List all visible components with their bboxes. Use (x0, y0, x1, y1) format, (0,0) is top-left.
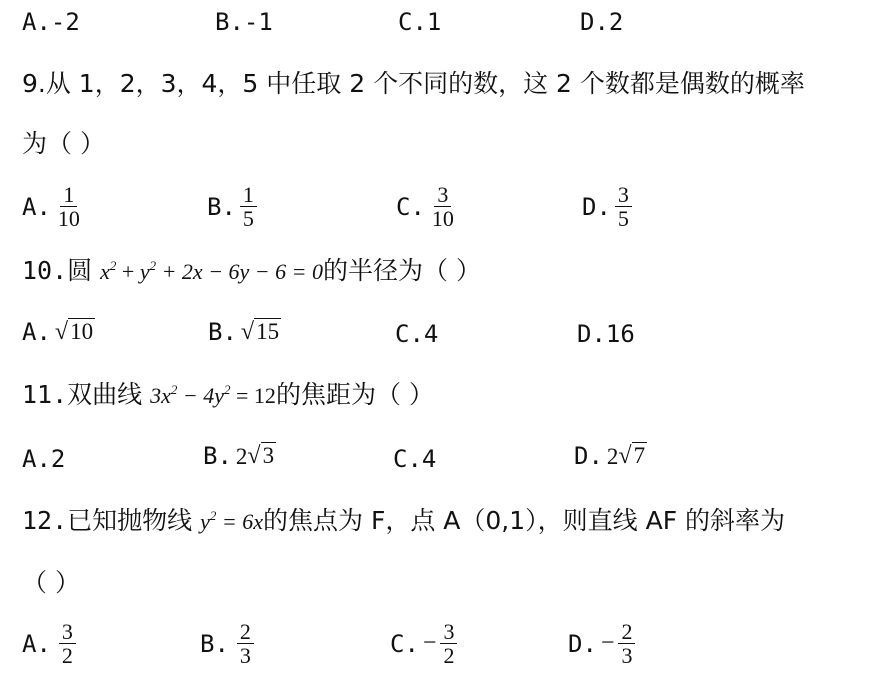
radical-sign: √ (247, 442, 261, 469)
coefficient: 2 (606, 443, 619, 469)
q11-option-b (203, 442, 276, 470)
q12-option-c (390, 620, 457, 667)
question-number: 12. (22, 506, 68, 535)
option-label: A. (22, 192, 51, 221)
fraction (59, 620, 76, 667)
numerator: 2 (237, 620, 254, 644)
option-value: 4 (421, 445, 437, 473)
option-value: 4 (423, 320, 439, 348)
q8-option-b (215, 8, 273, 36)
option-label: D. (577, 320, 606, 348)
option-label: C. (398, 8, 427, 36)
stem-prefix: 圆 (67, 256, 93, 285)
fraction (55, 183, 83, 230)
q9-option-b (207, 183, 257, 230)
option-label: D. (580, 8, 609, 36)
option-label: A. (22, 629, 51, 658)
q9-option-d (582, 183, 632, 230)
fraction (429, 183, 457, 230)
eq-exponent: 2 (170, 382, 178, 397)
fraction (618, 620, 635, 667)
denominator: 10 (57, 206, 80, 232)
option-label: A. (22, 318, 51, 346)
q8-option-a (22, 8, 80, 36)
option-value: 2 (50, 445, 66, 473)
square-root (607, 442, 647, 469)
q11-option-a (22, 445, 65, 473)
radical-sign: √ (54, 318, 69, 345)
denominator: 2 (443, 643, 455, 669)
radical-sign: √ (240, 318, 255, 345)
eq-term-4y: − 4y (177, 383, 225, 408)
option-label: B. (215, 8, 244, 36)
numerator: 1 (60, 183, 77, 207)
radicand: 15 (256, 319, 280, 345)
option-label: B. (207, 192, 236, 221)
radicand: 7 (633, 443, 646, 469)
q10-option-a (22, 318, 95, 346)
eq-plus: + (116, 259, 140, 284)
q11-option-c (393, 445, 436, 473)
square-root (55, 318, 95, 345)
option-label: C. (393, 445, 422, 473)
eq-exponent: 2 (209, 508, 217, 523)
option-label: B. (200, 629, 229, 658)
numerator: 3 (434, 183, 451, 207)
q8-option-c (398, 8, 441, 36)
sign: − (422, 630, 437, 657)
question-number: 11. (22, 380, 68, 409)
q8-option-d (580, 8, 623, 36)
fraction (237, 620, 254, 667)
denominator: 5 (242, 206, 254, 232)
equation (200, 509, 263, 534)
eq-tail: = 6x (216, 509, 264, 534)
eq-var-y: y (200, 509, 210, 534)
denominator: 5 (617, 206, 629, 232)
numerator: 3 (615, 183, 632, 207)
denominator: 3 (621, 643, 633, 669)
q11-stem (22, 382, 434, 407)
q11-option-d (574, 442, 647, 470)
eq-tail: = 12 (230, 383, 276, 408)
option-value: 2 (608, 8, 624, 36)
numerator: 3 (59, 620, 76, 644)
q12-stem-line1 (22, 508, 785, 533)
stem-prefix: 双曲线 (67, 380, 143, 409)
stem-prefix: 已知抛物线 (67, 506, 193, 535)
option-value: 1 (426, 8, 442, 36)
fraction (240, 183, 257, 230)
option-label: C. (395, 320, 424, 348)
option-value: -1 (243, 8, 273, 36)
option-label: D. (568, 629, 597, 658)
equation (100, 259, 323, 284)
coefficient: 2 (235, 443, 248, 469)
option-label: A. (22, 445, 51, 473)
q12-option-a (22, 620, 76, 667)
q12-option-b (200, 620, 254, 667)
fraction (440, 620, 457, 667)
eq-tail: + 2x − 6y − 6 = 0 (156, 259, 323, 284)
option-value: 16 (605, 320, 635, 348)
radicand: 3 (262, 443, 275, 469)
square-root (241, 318, 281, 345)
eq-term-3x: 3x (150, 383, 171, 408)
eq-var-x: x (100, 259, 110, 284)
q9-stem-line1: 9.从 1，2，3，4，5 中任取 2 个不同的数，这 2 个数都是偶数的概率 (22, 69, 805, 98)
denominator: 3 (239, 643, 251, 669)
radical-sign: √ (618, 442, 632, 469)
eq-exponent: 2 (109, 258, 117, 273)
q10-option-c (395, 320, 438, 348)
stem-suffix: 的半径为（ ） (323, 256, 481, 285)
eq-exponent: 2 (224, 382, 231, 397)
option-label: C. (396, 192, 425, 221)
q10-option-d (577, 320, 635, 348)
numerator: 3 (440, 620, 457, 644)
eq-exponent: 2 (149, 258, 157, 273)
q9-option-a (22, 183, 83, 230)
q10-option-b (208, 318, 281, 346)
q10-stem (22, 258, 481, 283)
option-label: D. (582, 192, 611, 221)
numerator: 2 (618, 620, 635, 644)
numerator: 1 (240, 183, 257, 207)
option-label: A. (22, 8, 51, 36)
option-label: B. (208, 318, 237, 346)
stem-suffix: 的焦点为 F，点 A（0,1），则直线 AF 的斜率为 (263, 506, 786, 535)
q9-option-c (396, 183, 457, 230)
sign: − (600, 630, 615, 657)
q9-stem-line2: 为（ ） (22, 129, 105, 158)
equation (150, 383, 276, 408)
option-label: B. (203, 442, 232, 470)
radicand: 10 (70, 319, 94, 345)
question-number: 10. (22, 256, 68, 285)
eq-var-y: y (139, 259, 150, 284)
q12-option-d (568, 620, 635, 667)
stem-suffix: 的焦距为（ ） (275, 380, 434, 409)
denominator: 10 (431, 206, 454, 232)
option-label: C. (390, 629, 419, 658)
q12-stem-line2: （ ） (22, 568, 80, 597)
denominator: 2 (61, 643, 73, 669)
fraction (615, 183, 632, 230)
option-label: D. (574, 442, 603, 470)
square-root (236, 442, 276, 469)
option-value: -2 (50, 8, 80, 36)
